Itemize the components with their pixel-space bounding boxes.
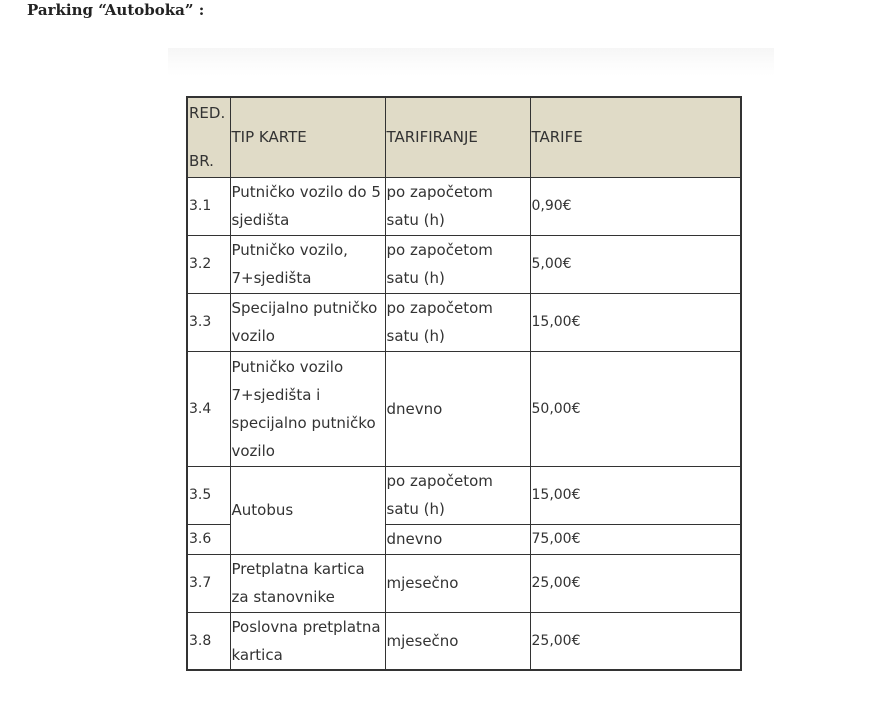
header-red-line: RED.	[189, 104, 226, 123]
table-row	[187, 612, 741, 670]
header-tip-karte: TIP KARTE	[230, 97, 385, 177]
table-row	[187, 235, 741, 293]
page-heading: Parking “Autoboka” :	[27, 1, 205, 19]
ticket-type: Poslovna pretplatna kartica	[230, 612, 385, 670]
table-row	[187, 554, 741, 612]
billing: po započetom satu (h)	[385, 466, 530, 524]
ticket-type: Pretplatna kartica za stanovnike	[230, 554, 385, 612]
price: 0,90€	[530, 177, 741, 235]
ticket-type: Autobus	[230, 466, 385, 554]
price: 50,00€	[530, 351, 741, 466]
ticket-type: Putničko vozilo, 7+sjedišta	[230, 235, 385, 293]
table-row	[187, 466, 741, 524]
row-number: 3.7	[187, 554, 230, 612]
row-number: 3.6	[187, 524, 230, 554]
billing: po započetom satu (h)	[385, 177, 530, 235]
tariff-table	[186, 96, 742, 671]
table-row	[187, 351, 741, 466]
row-number: 3.4	[187, 351, 230, 466]
price: 25,00€	[530, 554, 741, 612]
header-spacer	[189, 125, 230, 149]
billing: po započetom satu (h)	[385, 235, 530, 293]
billing: mjesečno	[385, 612, 530, 670]
billing: dnevno	[385, 351, 530, 466]
billing: mjesečno	[385, 554, 530, 612]
billing: po započetom satu (h)	[385, 293, 530, 351]
price: 5,00€	[530, 235, 741, 293]
table-header-row	[187, 97, 741, 177]
ticket-type: Specijalno putničko vozilo	[230, 293, 385, 351]
table-row	[187, 293, 741, 351]
row-number: 3.3	[187, 293, 230, 351]
price: 25,00€	[530, 612, 741, 670]
table-row	[187, 177, 741, 235]
row-number: 3.5	[187, 466, 230, 524]
billing: dnevno	[385, 524, 530, 554]
ticket-type: Putničko vozilo do 5 sjedišta	[230, 177, 385, 235]
price: 15,00€	[530, 293, 741, 351]
row-number: 3.8	[187, 612, 230, 670]
header-tarife: TARIFE	[530, 97, 741, 177]
price: 75,00€	[530, 524, 741, 554]
ticket-type: Putničko vozilo 7+sjedišta i specijalno putničko vozilo	[230, 351, 385, 466]
row-number: 3.1	[187, 177, 230, 235]
row-number: 3.2	[187, 235, 230, 293]
header-br-line: BR.	[189, 152, 214, 171]
decorative-band	[168, 48, 774, 76]
price: 15,00€	[530, 466, 741, 524]
header-red-br	[187, 97, 230, 177]
header-tarifiranje: TARIFIRANJE	[385, 97, 530, 177]
